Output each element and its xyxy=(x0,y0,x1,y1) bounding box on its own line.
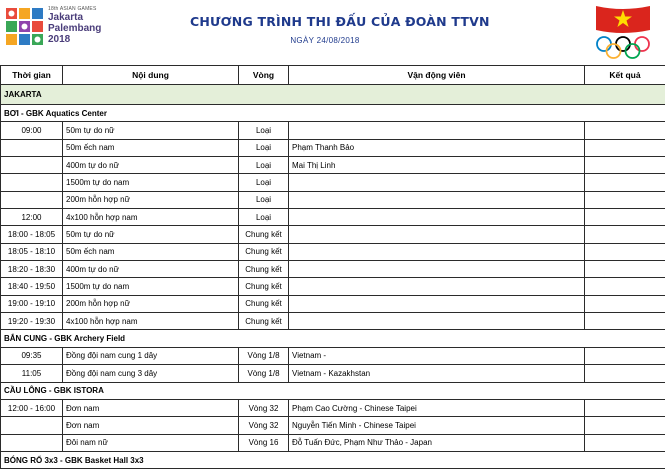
header-athlete: Vận động viên xyxy=(289,66,585,85)
table-row xyxy=(1,157,665,174)
cell-athlete xyxy=(289,174,585,191)
asian-games-logo xyxy=(4,4,104,60)
cell-athlete: Phạm Cao Cường - Chinese Taipei xyxy=(289,399,585,416)
cell-round: Loại xyxy=(239,191,289,208)
table-row xyxy=(1,243,665,260)
table-row xyxy=(1,347,665,364)
section-row xyxy=(1,85,665,105)
cell-result xyxy=(585,243,665,260)
asian-games-wordmark xyxy=(48,6,108,45)
cell-round: Vòng 32 xyxy=(239,417,289,434)
cell-result xyxy=(585,174,665,191)
cell-time xyxy=(1,174,63,191)
cell-result xyxy=(585,139,665,156)
schedule-table xyxy=(0,65,665,469)
header-result: Kết quả xyxy=(585,66,665,85)
table-row xyxy=(1,191,665,208)
cell-round: Vòng 32 xyxy=(239,399,289,416)
cell-athlete: Vietnam - xyxy=(289,347,585,364)
schedule-body xyxy=(1,85,665,469)
cell-athlete xyxy=(289,278,585,295)
logo-city-1: Jakarta xyxy=(48,12,84,23)
cell-time: 18:20 - 18:30 xyxy=(1,261,63,278)
cell-round: Vòng 1/8 xyxy=(239,347,289,364)
cell-round: Loại xyxy=(239,122,289,139)
venue-row xyxy=(1,382,665,399)
cell-result xyxy=(585,347,665,364)
cell-result xyxy=(585,295,665,312)
table-row xyxy=(1,313,665,330)
cell-round: Chung kết xyxy=(239,243,289,260)
table-row xyxy=(1,122,665,139)
cell-athlete xyxy=(289,261,585,278)
cell-round: Vòng 1/8 xyxy=(239,365,289,382)
cell-event: 200m hỗn hợp nữ xyxy=(63,191,239,208)
table-row xyxy=(1,434,665,451)
cell-athlete: Nguyễn Tiến Minh - Chinese Taipei xyxy=(289,417,585,434)
cell-time: 11:05 xyxy=(1,365,63,382)
cell-result xyxy=(585,417,665,434)
cell-time: 12:00 xyxy=(1,209,63,226)
cell-result xyxy=(585,313,665,330)
header-round: Vòng xyxy=(239,66,289,85)
cell-round: Chung kết xyxy=(239,226,289,243)
cell-event: 4x100 hỗn hợp nam xyxy=(63,313,239,330)
cell-round: Loại xyxy=(239,174,289,191)
cell-event: Đôi nam nữ xyxy=(63,434,239,451)
table-row xyxy=(1,261,665,278)
cell-time xyxy=(1,139,63,156)
cell-time: 18:40 - 19:50 xyxy=(1,278,63,295)
page-header xyxy=(0,0,665,64)
cell-result xyxy=(585,434,665,451)
cell-round: Chung kết xyxy=(239,313,289,330)
cell-result xyxy=(585,365,665,382)
cell-time: 19:00 - 19:10 xyxy=(1,295,63,312)
cell-event: 4x100 hỗn hợp nam xyxy=(63,209,239,226)
table-row xyxy=(1,209,665,226)
cell-time xyxy=(1,157,63,174)
cell-result xyxy=(585,157,665,174)
cell-event: 1500m tự do nam xyxy=(63,174,239,191)
cell-result xyxy=(585,122,665,139)
venue-title: CẦU LÔNG - GBK ISTORA xyxy=(1,382,665,399)
cell-event: Đơn nam xyxy=(63,399,239,416)
cell-event: Đồng đội nam cung 1 dây xyxy=(63,347,239,364)
table-row xyxy=(1,365,665,382)
table-row xyxy=(1,417,665,434)
table-row xyxy=(1,278,665,295)
vietnam-flag-olympic-rings-icon xyxy=(590,4,656,62)
table-row xyxy=(1,139,665,156)
cell-result xyxy=(585,209,665,226)
table-row xyxy=(1,174,665,191)
table-row xyxy=(1,295,665,312)
venue-title: BÓNG RỔ 3x3 - GBK Basket Hall 3x3 xyxy=(1,451,665,468)
cell-athlete xyxy=(289,313,585,330)
cell-athlete xyxy=(289,226,585,243)
cell-event: 50m ếch nam xyxy=(63,139,239,156)
venue-title: BƠI - GBK Aquatics Center xyxy=(1,105,665,122)
table-header-row xyxy=(1,66,665,85)
logo-year: 2018 xyxy=(48,34,71,45)
cell-time xyxy=(1,434,63,451)
asian-games-emblem-icon xyxy=(4,6,46,48)
cell-time: 19:20 - 19:30 xyxy=(1,313,63,330)
venue-row xyxy=(1,451,665,468)
cell-round: Loại xyxy=(239,209,289,226)
cell-time: 09:35 xyxy=(1,347,63,364)
page-date: NGÀY 24/08/2018 xyxy=(290,36,360,45)
cell-athlete: Phạm Thanh Bảo xyxy=(289,139,585,156)
cell-round: Loại xyxy=(239,157,289,174)
table-row xyxy=(1,399,665,416)
cell-round: Chung kết xyxy=(239,295,289,312)
page-title: CHƯƠNG TRÌNH THI ĐẤU CỦA ĐOÀN TTVN xyxy=(190,14,490,29)
cell-result xyxy=(585,261,665,278)
cell-athlete: Đỗ Tuấn Đức, Phạm Như Thảo - Japan xyxy=(289,434,585,451)
cell-event: 1500m tự do nam xyxy=(63,278,239,295)
cell-athlete xyxy=(289,122,585,139)
venue-row xyxy=(1,105,665,122)
cell-time: 09:00 xyxy=(1,122,63,139)
cell-result xyxy=(585,226,665,243)
cell-result xyxy=(585,191,665,208)
cell-athlete xyxy=(289,191,585,208)
cell-event: Đơn nam xyxy=(63,417,239,434)
logo-city-2: Palembang xyxy=(48,23,102,34)
cell-event: 400m tự do nữ xyxy=(63,261,239,278)
header-time: Thời gian xyxy=(1,66,63,85)
cell-round: Loại xyxy=(239,139,289,156)
venue-row xyxy=(1,330,665,347)
header-event: Nội dung xyxy=(63,66,239,85)
cell-result xyxy=(585,278,665,295)
section-title: JAKARTA xyxy=(1,85,665,105)
venue-title: BẮN CUNG - GBK Archery Field xyxy=(1,330,665,347)
cell-round: Chung kết xyxy=(239,261,289,278)
cell-event: Đồng đội nam cung 3 dây xyxy=(63,365,239,382)
cell-athlete xyxy=(289,209,585,226)
cell-time: 18:00 - 18:05 xyxy=(1,226,63,243)
cell-event: 400m tự do nữ xyxy=(63,157,239,174)
cell-time xyxy=(1,417,63,434)
cell-event: 50m tự do nữ xyxy=(63,226,239,243)
cell-athlete xyxy=(289,243,585,260)
cell-time xyxy=(1,191,63,208)
cell-athlete: Mai Thị Linh xyxy=(289,157,585,174)
logo-edition: 18th ASIAN GAMES xyxy=(48,6,97,12)
cell-round: Vòng 16 xyxy=(239,434,289,451)
cell-round: Chung kết xyxy=(239,278,289,295)
cell-result xyxy=(585,399,665,416)
cell-time: 12:00 - 16:00 xyxy=(1,399,63,416)
cell-athlete: Vietnam - Kazakhstan xyxy=(289,365,585,382)
cell-event: 200m hỗn hợp nữ xyxy=(63,295,239,312)
cell-time: 18:05 - 18:10 xyxy=(1,243,63,260)
table-row xyxy=(1,226,665,243)
cell-event: 50m ếch nam xyxy=(63,243,239,260)
cell-athlete xyxy=(289,295,585,312)
cell-event: 50m tự do nữ xyxy=(63,122,239,139)
